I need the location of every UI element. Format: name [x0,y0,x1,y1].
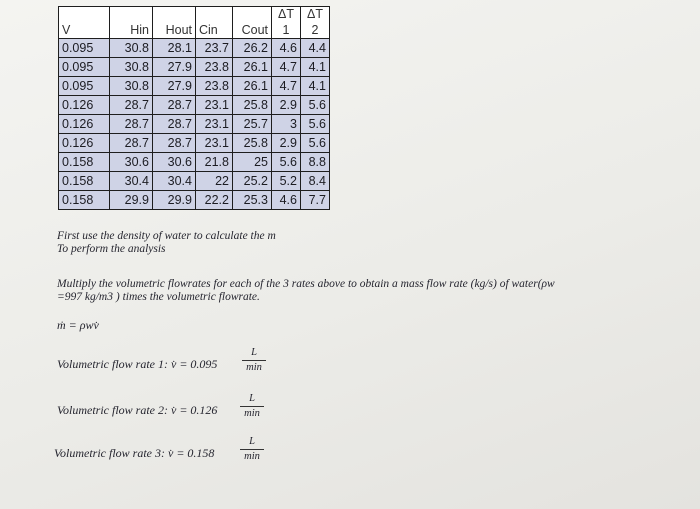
table-cell: 0.095 [59,39,110,58]
table-cell: 28.7 [153,134,196,153]
table-cell: 29.9 [153,191,196,210]
header-dt1: 1 [272,22,301,39]
header-cout: Cout [233,22,272,39]
instruction-analysis: To perform the analysis [57,243,166,255]
table-cell: 27.9 [153,77,196,96]
table-cell: 8.4 [301,172,330,191]
flow-rate-2-unit [240,393,264,420]
table-cell: 29.9 [110,191,153,210]
table-row [59,58,330,77]
table-cell: 23.8 [196,77,233,96]
flow-rate-3-unit [240,436,264,463]
unit-numerator: L [249,436,255,447]
table-cell: 25 [233,153,272,172]
table-cell: 28.7 [153,115,196,134]
table-cell: 23.8 [196,58,233,77]
table-cell: 26.1 [233,58,272,77]
table-header [59,7,330,39]
header-cin-top [196,7,233,23]
header-v: V [59,22,110,39]
header-dt1-top: ΔT [272,7,301,23]
table-cell: 28.7 [110,115,153,134]
table-cell: 25.2 [233,172,272,191]
table-cell: 23.7 [196,39,233,58]
table-cell: 0.095 [59,77,110,96]
table-cell: 0.126 [59,96,110,115]
header-dt2-top: ΔT [301,7,330,23]
flow-rate-3: Volumetric flow rate 3: v̇ = 0.158 [54,446,215,460]
table-cell: 7.7 [301,191,330,210]
table-cell: 23.1 [196,115,233,134]
table-body [59,39,330,210]
table-cell: 0.158 [59,191,110,210]
table-cell: 28.1 [153,39,196,58]
table-row [59,96,330,115]
table-row [59,153,330,172]
table-cell: 5.6 [301,134,330,153]
table-row [59,39,330,58]
fraction-bar [240,406,264,407]
table-cell: 5.2 [272,172,301,191]
data-table [58,6,330,210]
table-cell: 30.6 [153,153,196,172]
table-cell: 25.8 [233,96,272,115]
instruction-density: First use the density of water to calculate the m [57,230,276,242]
table-cell: 8.8 [301,153,330,172]
table-cell: 25.3 [233,191,272,210]
table-cell: 28.7 [153,96,196,115]
table-cell: 23.1 [196,134,233,153]
table-cell: 2.9 [272,134,301,153]
table-row [59,134,330,153]
unit-denominator: min [244,408,260,419]
table-row [59,77,330,96]
table-cell: 21.8 [196,153,233,172]
table-cell: 3 [272,115,301,134]
table-cell: 30.4 [153,172,196,191]
table-cell: 30.4 [110,172,153,191]
table-cell: 23.1 [196,96,233,115]
table-cell: 0.158 [59,153,110,172]
header-hin: Hin [110,22,153,39]
flow-rate-1-unit [242,347,266,374]
mass-flow-formula: ṁ = ρwv̇ [57,318,99,332]
table-cell: 5.6 [272,153,301,172]
table-cell: 2.9 [272,96,301,115]
table-cell: 0.158 [59,172,110,191]
fraction-bar [240,449,264,450]
table-cell: 4.4 [301,39,330,58]
table-cell: 0.126 [59,115,110,134]
table-cell: 22 [196,172,233,191]
table-cell: 30.8 [110,39,153,58]
unit-numerator: L [251,347,257,358]
header-hout-top [153,7,196,23]
header-v-top [59,7,110,23]
table-cell: 30.8 [110,58,153,77]
table-cell: 25.7 [233,115,272,134]
unit-denominator: min [246,362,262,373]
table-cell: 28.7 [110,96,153,115]
table-cell: 25.8 [233,134,272,153]
table-cell: 22.2 [196,191,233,210]
table-cell: 26.2 [233,39,272,58]
header-hout: Hout [153,22,196,39]
table-cell: 4.1 [301,77,330,96]
table-cell: 26.1 [233,77,272,96]
unit-denominator: min [244,451,260,462]
instruction-multiply-line2: =997 kg/m3 ) times the volumetric flowrate. [57,291,260,303]
table-cell: 28.7 [110,134,153,153]
table-cell: 30.8 [110,77,153,96]
flow-rate-1: Volumetric flow rate 1: v̇ = 0.095 [57,357,218,371]
header-dt2: 2 [301,22,330,39]
table-cell: 4.7 [272,58,301,77]
flow-rate-2: Volumetric flow rate 2: v̇ = 0.126 [57,403,218,417]
table-cell: 5.6 [301,115,330,134]
table-cell: 0.095 [59,58,110,77]
fraction-bar [242,360,266,361]
header-cin: Cin [196,22,233,39]
header-hin-top [110,7,153,23]
table-row [59,115,330,134]
table-cell: 0.126 [59,134,110,153]
table-cell: 30.6 [110,153,153,172]
unit-numerator: L [249,393,255,404]
table-cell: 4.7 [272,77,301,96]
table-cell: 4.6 [272,39,301,58]
table-row [59,191,330,210]
table-cell: 5.6 [301,96,330,115]
table-cell: 4.1 [301,58,330,77]
instruction-multiply-line1: Multiply the volumetric flowrates for each of the 3 rates above to obtain a mass flow rate (kg/s) of water(ρw [57,278,555,290]
table-row [59,172,330,191]
table-cell: 4.6 [272,191,301,210]
table-cell: 27.9 [153,58,196,77]
header-cout-top [233,7,272,23]
